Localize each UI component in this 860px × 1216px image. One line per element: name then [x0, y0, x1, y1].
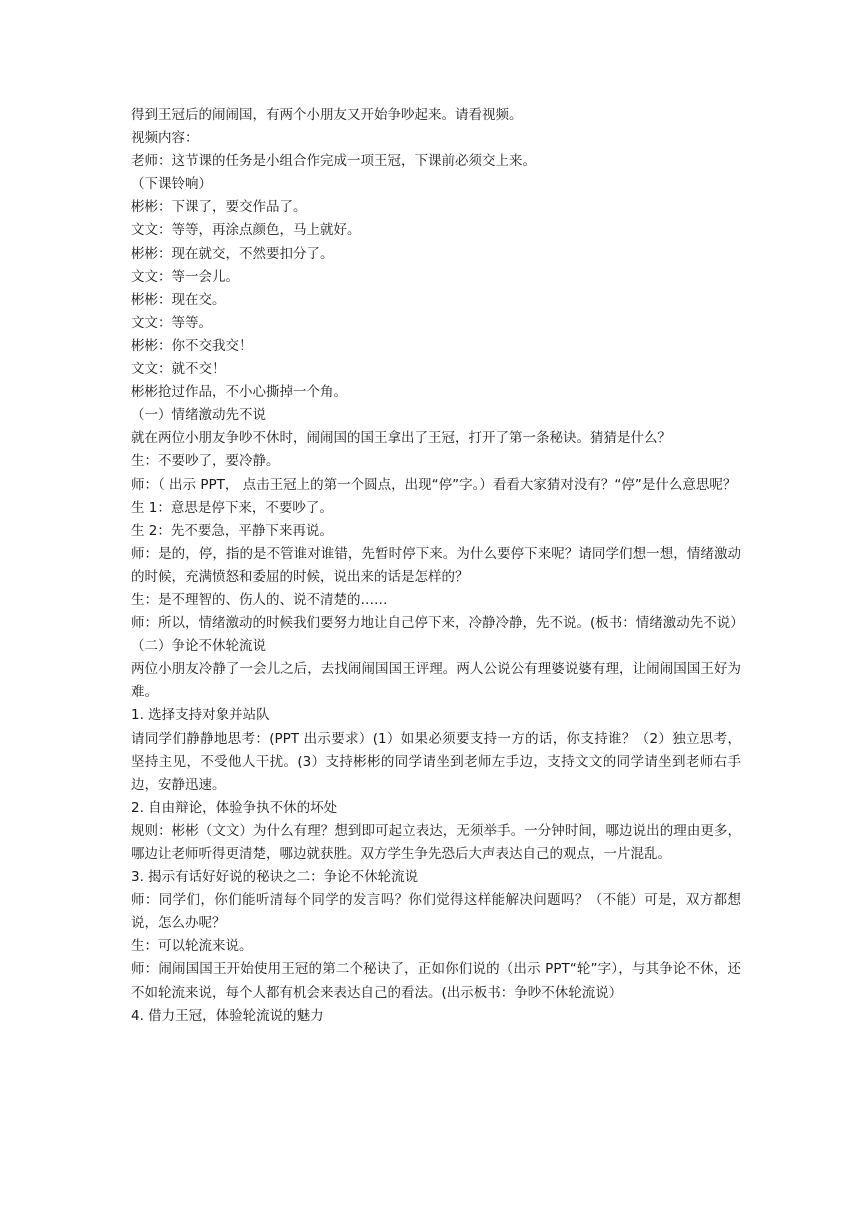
section-heading: （一）情绪激动先不说 — [131, 407, 266, 424]
narration-line: 两位小朋友冷静了一会儿之后，去找闹闹国国王评理。两人公说公有理婆说婆有理，让闹闹国国王好为难。 — [131, 661, 741, 701]
dialogue-line: 文文：等等，再涂点颜色，马上就好。 — [131, 222, 361, 239]
paragraph-intro: 得到王冠后的闹闹国，有两个小朋友又开始争吵起来。请看视频。 — [131, 107, 523, 123]
step-heading: 1. 选择支持对象并站队 — [131, 707, 270, 724]
dialogue-line: 老师：这节课的任务是小组合作完成一项王冠，下课前必须交上来。 — [131, 153, 536, 170]
dialogue-line: 文文：等一会儿。 — [131, 268, 239, 285]
dialogue-line: 师：（ 出示 PPT， 点击王冠上的第一个圆点，出现“停”字。）看看大家猜对没有？“停”是什么意思呢？ — [131, 476, 737, 493]
dialogue-line: 生 1：意思是停下来，不要吵了。 — [131, 499, 333, 516]
dialogue-line: 彬彬：你不交我交！ — [131, 337, 253, 354]
dialogue-line: 生：可以轮流来说。 — [131, 938, 253, 955]
dialogue-line: 文文：就不交！ — [131, 361, 226, 378]
step-heading: 2. 自由辩论，体验争执不休的坏处 — [131, 799, 338, 816]
dialogue-line: 文文：等等。 — [131, 314, 212, 331]
dialogue-line: 师：所以，情绪激动的时候我们要努力地让自己停下来，冷静冷静，先不说。(板书：情绪激动先不说） — [131, 615, 744, 632]
instruction-paragraph: 请同学们静静地思考：(PPT 出示要求）(1）如果必须要支持一方的话，你支持谁？（2）独立思考，坚持主见，不受他人干扰。(3）支持彬彬的同学请坐到老师左手边，支持文文的同学请坐到老师右手边，安静迅速。 — [131, 730, 741, 793]
dialogue-line: 生：不要吵了，要冷静。 — [131, 453, 280, 470]
paragraph-video-label: 视频内容： — [131, 130, 199, 147]
narration-line: 就在两位小朋友争吵不休时，闹闹国的国王拿出了王冠，打开了第一条秘诀。猜猜是什么？ — [131, 430, 671, 447]
step-heading: 4. 借力王冠，体验轮流说的魅力 — [131, 1007, 324, 1024]
dialogue-line: 彬彬：现在交。 — [131, 291, 226, 308]
narration-line: 彬彬抢过作品，不小心撕掉一个角。 — [131, 384, 347, 401]
step-heading: 3. 揭示有话好好说的秘诀之二：争论不休轮流说 — [131, 869, 419, 886]
dialogue-line: 师：同学们，你们能听清每个同学的发言吗？你们觉得这样能解决问题吗？（不能）可是，双方都想说，怎么办呢？ — [131, 892, 741, 932]
dialogue-line: 生 2：先不要急，平静下来再说。 — [131, 522, 333, 539]
section-heading: （二）争论不休轮流说 — [131, 638, 266, 655]
stage-direction: （下课铃响） — [131, 176, 212, 193]
dialogue-line: 彬彬：下课了，要交作品了。 — [131, 199, 307, 216]
document-page — [131, 104, 744, 1028]
dialogue-line: 师：闹闹国国王开始使用王冠的第二个秘诀了，正如你们说的（出示 PPT“轮”字），与其争论不休，还不如轮流来说，每个人都有机会来表达自己的看法。(出示板书：争吵不休轮流说） — [131, 961, 741, 1001]
dialogue-line: 师：是的，停，指的是不管谁对谁错，先暂时停下来。为什么要停下来呢？请同学们想一想，情绪激动的时候，充满愤怒和委屈的时候，说出来的话是怎样的？ — [131, 545, 741, 585]
dialogue-line: 彬彬：现在就交，不然要扣分了。 — [131, 245, 334, 262]
rules-paragraph: 规则：彬彬（文文）为什么有理？想到即可起立表达，无须举手。一分钟时间，哪边说出的理由更多，哪边让老师听得更清楚，哪边就获胜。双方学生争先恐后大声表达自己的观点，一片混乱。 — [131, 822, 741, 862]
dialogue-line: 生：是不理智的、伤人的、说不清楚的…… — [131, 591, 388, 608]
